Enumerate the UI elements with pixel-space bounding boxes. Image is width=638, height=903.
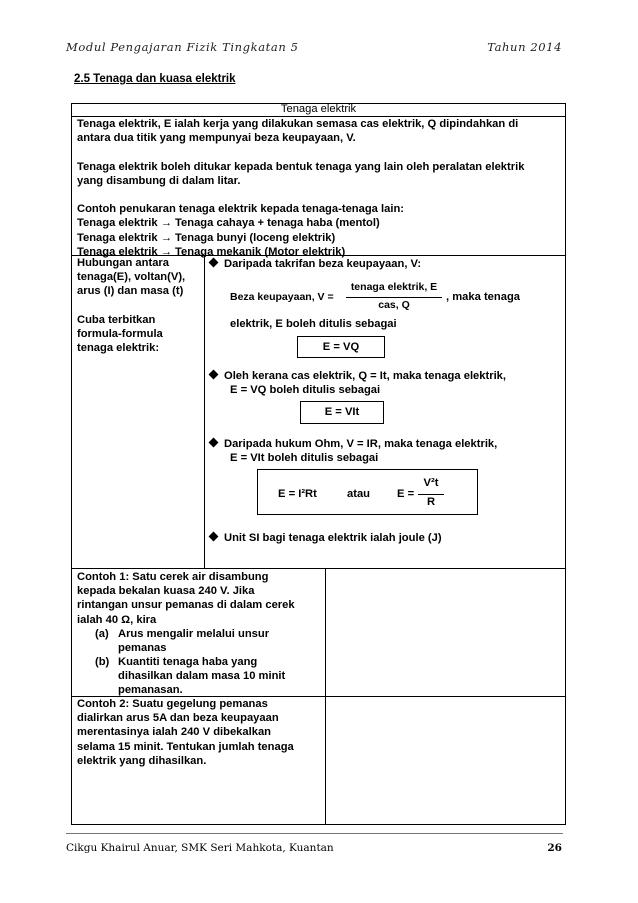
part-b-line: pemanasan. [118, 684, 183, 696]
example1-line: ialah 40 Ω, kira [77, 613, 157, 626]
left-line [77, 299, 185, 313]
example1-line: kepada bekalan kuasa 240 V. Jika [77, 585, 255, 598]
diamond-bullet-icon [209, 438, 219, 448]
footer-author: Cikgu Khairul Anuar, SMK Seri Mahkota, Kuantan [66, 842, 334, 854]
intro-text [77, 117, 524, 259]
bullet-si-unit [210, 531, 442, 545]
intro-line [77, 145, 524, 159]
intro-line: yang disambung di dalam litar. [77, 174, 241, 187]
example2-line: merentasinya ialah 240 V dibekalkan [77, 726, 272, 739]
intro-line: antara dua titik yang mempunyai beza keupayaan, V. [77, 132, 356, 145]
bullet-text: Daripada takrifan beza keupayaan, V: [224, 258, 422, 270]
left-line: formula-formula [77, 328, 163, 340]
part-b-line: dihasilkan dalam masa 10 minit [118, 670, 286, 682]
bullet-definition [210, 257, 421, 271]
fraction1-denominator: cas, Q [378, 299, 410, 311]
left-line: arus (I) dan masa (t) [77, 285, 184, 298]
beza-label: Beza keupayaan, V = [230, 291, 334, 303]
table-title: Tenaga elektrik [280, 103, 357, 115]
intro-line: Tenaga elektrik → Tenaga cahaya + tenaga haba (mentol) [77, 217, 380, 230]
bullet2-continuation: E = VQ boleh ditulis sebagai [230, 384, 381, 396]
section-title: 2.5 Tenaga dan kuasa elektrik [74, 73, 236, 85]
intro-line: Contoh penukaran tenaga elektrik kepada tenaga-tenaga lain: [77, 203, 405, 216]
table-rule [71, 568, 566, 569]
intro-line: Tenaga elektrik → Tenaga mekanik (Motor elektrik) [77, 245, 346, 258]
bullet-text: Oleh kerana cas elektrik, Q = It, maka tenaga elektrik, [224, 370, 507, 382]
footer-rule [66, 833, 563, 834]
part-a-label: (a) [95, 628, 109, 640]
part-a-line: Arus mengalir melalui unsur [118, 628, 270, 640]
header-title: Modul Pengajaran Fizik Tingkatan 5 [66, 40, 299, 54]
example1-line: rintangan unsur pemanas di dalam cerek [77, 599, 295, 612]
example2-line: elektrik yang dihasilkan. [77, 754, 207, 767]
bullet-ohm [210, 437, 497, 451]
bullet-text: Daripada hukum Ohm, V = IR, maka tenaga elektrik, [224, 438, 498, 450]
table-rule [204, 255, 205, 568]
fraction2-denominator: R [426, 496, 436, 508]
example-2 [77, 697, 294, 768]
left-line: tenaga(E), voltan(V), [77, 271, 186, 284]
formula-2: E = VIt [324, 406, 360, 418]
left-line: Hubungan antara [77, 257, 169, 269]
bullet3-continuation: E = VIt boleh ditulis sebagai [230, 452, 379, 464]
maka-text: , maka tenaga [446, 291, 520, 303]
bullet-charge [210, 369, 506, 383]
formula-3-or: atau [347, 488, 371, 500]
example2-line: selama 15 minit. Tentukan jumlah tenaga [77, 740, 294, 753]
fraction2-bar [418, 494, 444, 495]
formula-3a: E = I²Rt [278, 488, 317, 500]
left-line: tenaga elektrik: [77, 342, 160, 355]
bullet-text: Unit SI bagi tenaga elektrik ialah joule (J) [224, 532, 442, 544]
example2-line: Contoh 2: Suatu gegelung pemanas [77, 698, 268, 710]
intro-line: Tenaga elektrik, E ialah kerja yang dilakukan semasa cas elektrik, Q dipindahkan di [77, 118, 519, 130]
part-b-line: Kuantiti tenaga haba yang [118, 656, 258, 668]
fraction2-numerator: V²t [423, 477, 439, 489]
diamond-bullet-icon [209, 532, 219, 542]
intro-line: Tenaga elektrik boleh ditukar kepada bentuk tenaga yang lain oleh peralatan elektrik [77, 160, 525, 173]
left-column [77, 256, 185, 355]
left-line: Cuba terbitkan [77, 313, 156, 326]
header-year: Tahun 2014 [487, 40, 562, 54]
formula-3b-label: E = [397, 488, 415, 500]
formula-1: E = VQ [322, 341, 360, 353]
page-number: 26 [547, 842, 562, 854]
intro-line [77, 188, 524, 202]
fraction1-bar [346, 297, 442, 298]
table-rule [325, 568, 326, 825]
bullet1-continuation: elektrik, E boleh ditulis sebagai [230, 318, 397, 330]
example1-line: Contoh 1: Satu cerek air disambung [77, 571, 269, 583]
part-a-line: pemanas [118, 642, 167, 654]
part-b-label: (b) [95, 656, 110, 668]
diamond-bullet-icon [209, 370, 219, 380]
fraction1-numerator: tenaga elektrik, E [350, 281, 438, 293]
diamond-bullet-icon [209, 258, 219, 268]
intro-line: Tenaga elektrik → Tenaga bunyi (loceng elektrik) [77, 231, 336, 244]
example2-line: dialirkan arus 5A dan beza keupayaan [77, 712, 279, 725]
example-1 [77, 570, 295, 627]
